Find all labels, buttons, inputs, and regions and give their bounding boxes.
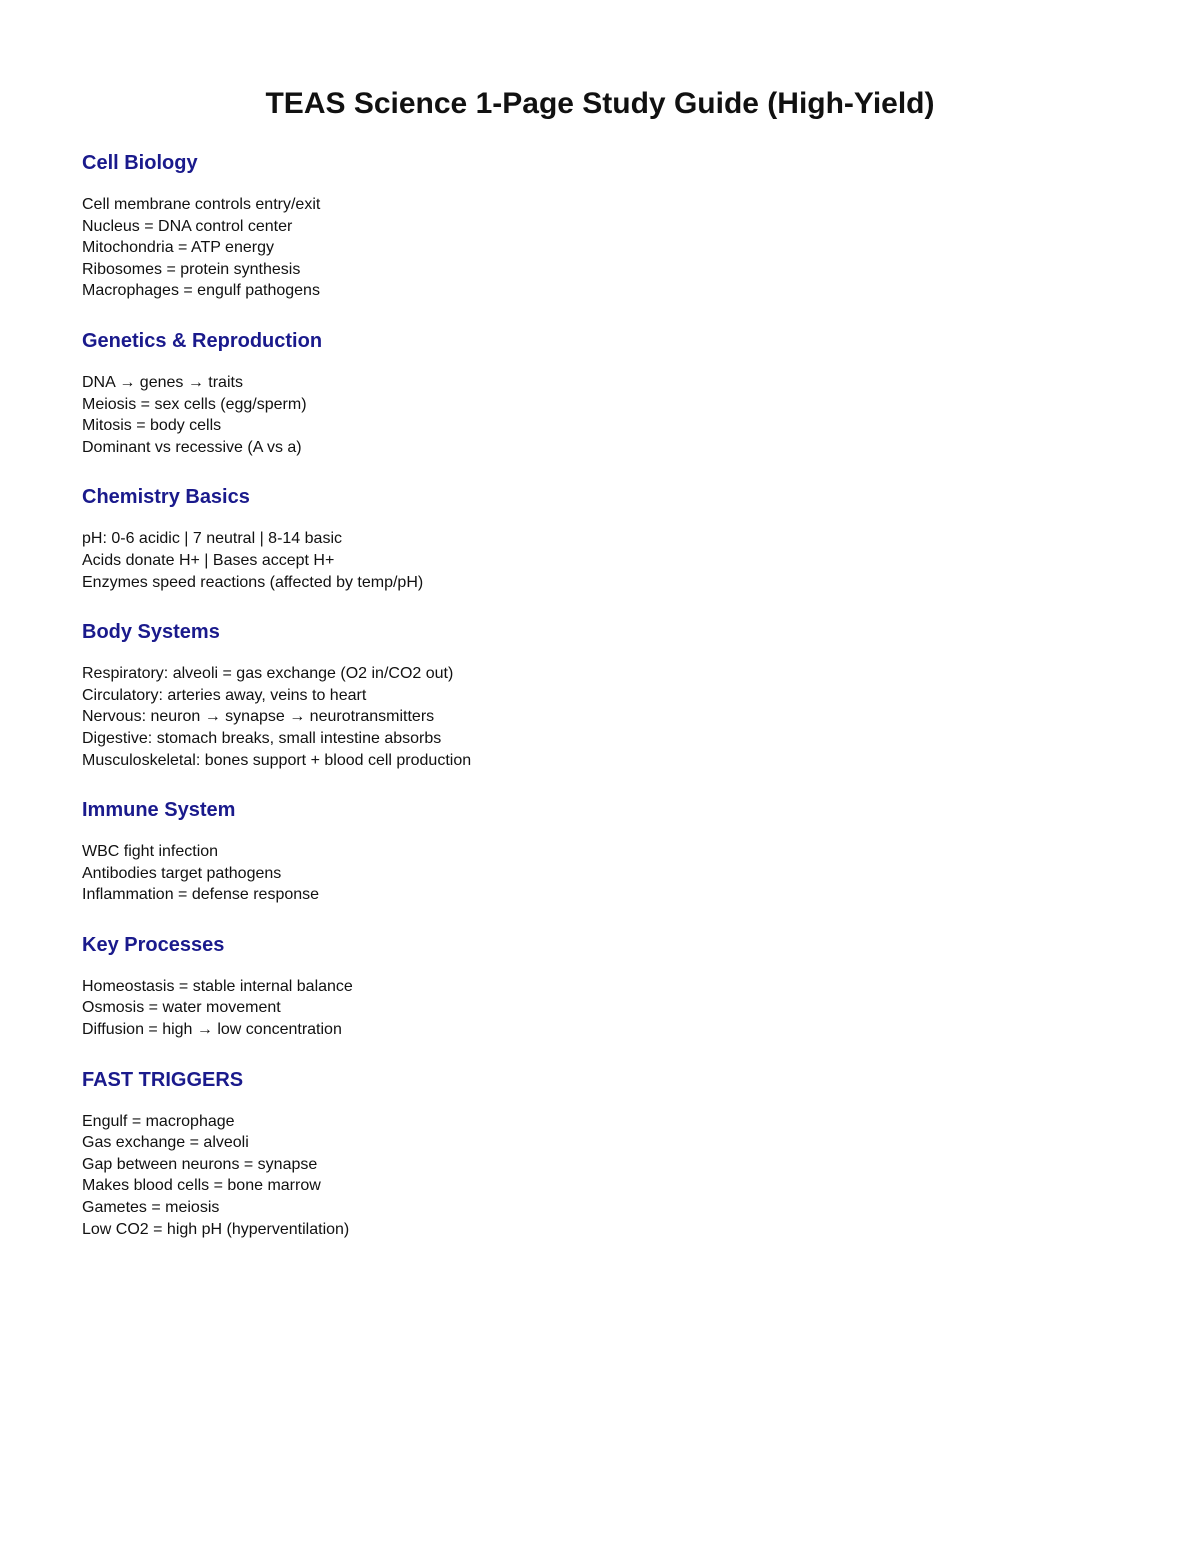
section-fast-triggers	[82, 1065, 1122, 1241]
section-lines	[82, 976, 1122, 1041]
study-line: Mitochondria = ATP energy	[82, 239, 274, 257]
section-lines	[82, 663, 1122, 771]
study-line: Osmosis = water movement	[82, 999, 281, 1017]
section-immune-system	[82, 795, 1122, 906]
study-line: WBC fight infection	[82, 843, 219, 861]
section-body-systems	[82, 617, 1122, 771]
study-line: Engulf = macrophage	[82, 1112, 235, 1130]
study-line: Dominant vs recessive (A vs a)	[82, 438, 302, 456]
section-lines	[82, 372, 1122, 458]
study-line: pH: 0-6 acidic | 7 neutral | 8-14 basic	[82, 530, 342, 548]
study-line: Gas exchange = alveoli	[82, 1134, 249, 1152]
study-line: Nervous: neuron → synapse → neurotransmitters	[82, 708, 435, 726]
study-line: Gametes = meiosis	[82, 1199, 220, 1217]
section-chemistry-basics	[82, 482, 1122, 593]
study-line: Inflammation = defense response	[82, 886, 320, 904]
section-heading: Key Processes	[82, 933, 225, 956]
study-line: Nucleus = DNA control center	[82, 217, 293, 235]
section-lines	[82, 528, 1122, 593]
section-heading: Body Systems	[82, 621, 220, 644]
study-line: Digestive: stomach breaks, small intestine absorbs	[82, 729, 442, 747]
section-lines	[82, 194, 1122, 302]
document-body	[82, 148, 1122, 1264]
study-line: Respiratory: alveoli = gas exchange (O2 in/CO2 out)	[82, 665, 454, 683]
section-key-processes	[82, 930, 1122, 1041]
section-lines	[82, 1111, 1122, 1241]
study-line: Antibodies target pathogens	[82, 864, 282, 882]
study-line: Low CO2 = high pH (hyperventilation)	[82, 1220, 350, 1238]
page-title: TEAS Science 1-Page Study Guide (High-Yield)	[265, 87, 935, 120]
section-lines	[82, 841, 1122, 906]
study-line: Cell membrane controls entry/exit	[82, 196, 321, 213]
study-line: DNA → genes → traits	[82, 373, 243, 391]
study-line: Makes blood cells = bone marrow	[82, 1177, 321, 1195]
study-line: Gap between neurons = synapse	[82, 1155, 318, 1173]
study-line: Meiosis = sex cells (egg/sperm)	[82, 395, 307, 413]
section-heading: Genetics & Reproduction	[82, 329, 323, 352]
study-line: Enzymes speed reactions (affected by temp/pH)	[82, 573, 424, 591]
study-line: Mitosis = body cells	[82, 417, 222, 435]
section-heading: Chemistry Basics	[82, 486, 250, 509]
section-genetics-reproduction	[82, 326, 1122, 458]
section-heading: Cell Biology	[82, 152, 198, 174]
study-line: Homeostasis = stable internal balance	[82, 977, 353, 995]
study-line: Diffusion = high → low concentration	[82, 1021, 342, 1039]
section-heading: FAST TRIGGERS	[82, 1068, 244, 1091]
section-heading: Immune System	[82, 799, 236, 822]
study-line: Macrophages = engulf pathogens	[82, 282, 320, 300]
study-line: Acids donate H+ | Bases accept H+	[82, 551, 335, 569]
study-line: Ribosomes = protein synthesis	[82, 260, 301, 278]
study-line: Circulatory: arteries away, veins to heart	[82, 686, 367, 704]
section-cell-biology	[82, 148, 1122, 302]
study-line: Musculoskeletal: bones support + blood cell production	[82, 751, 472, 769]
